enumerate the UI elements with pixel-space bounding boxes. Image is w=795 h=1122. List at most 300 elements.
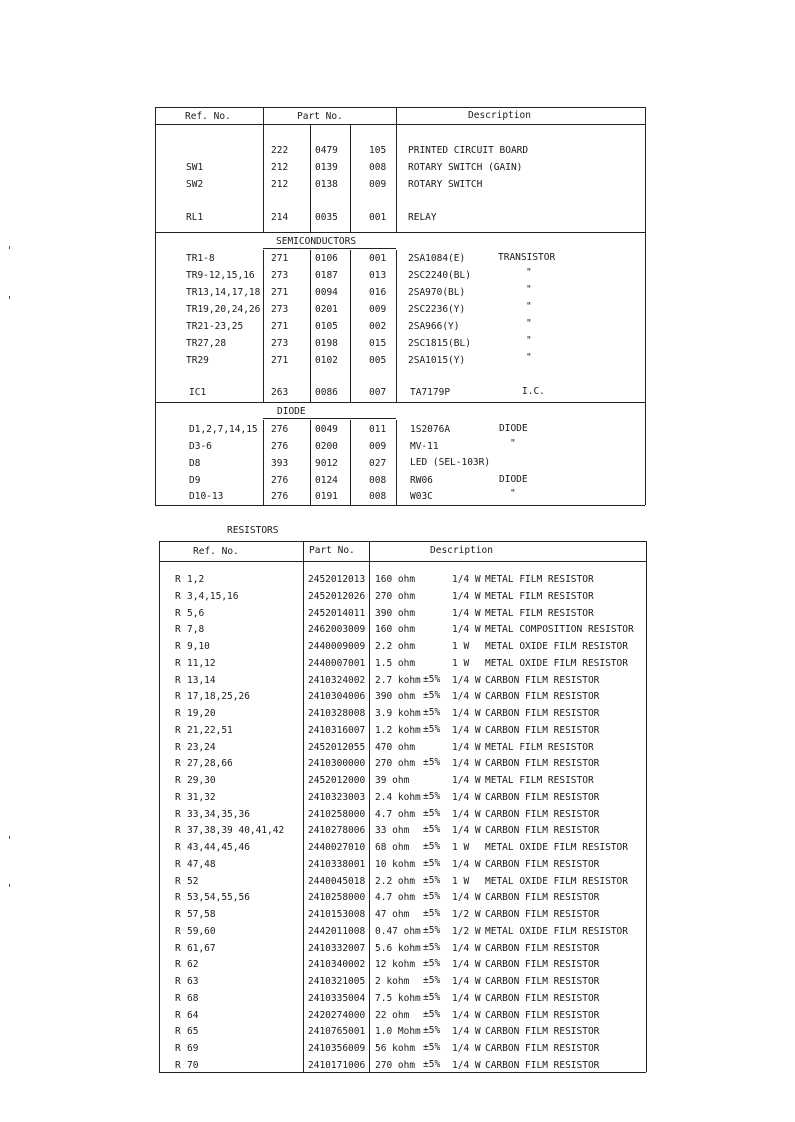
wattage: 1/4 W (452, 742, 481, 753)
ref-no: 7,8 (187, 624, 205, 635)
tolerance: ±5% (423, 958, 441, 969)
ref-no: 61,67 (187, 943, 216, 954)
ref-no: 19,20 (187, 708, 216, 719)
component-type: DIODE (499, 474, 528, 485)
ref-no: SW1 (186, 162, 204, 173)
tolerance: ±5% (423, 757, 441, 768)
wattage: 1/4 W (452, 775, 481, 786)
part-number: 0201 (315, 304, 338, 315)
tolerance: ±5% (423, 858, 441, 869)
ref-prefix: R (175, 591, 181, 602)
value: 7.5 kohm (375, 993, 421, 1004)
part-number: 0200 (315, 441, 338, 452)
description: 2SA1084(E) (408, 253, 466, 264)
resistor-type: METAL OXIDE FILM RESISTOR (485, 876, 628, 887)
part-suffix: 009 (369, 304, 387, 315)
section-title-diode: DIODE (277, 406, 306, 417)
description: 2SC1815(BL) (408, 338, 471, 349)
part-prefix: 214 (271, 212, 289, 223)
ref-prefix: R (175, 1060, 181, 1071)
description: 2SA970(BL) (408, 287, 466, 298)
ref-no: TR21-23,25 (186, 321, 244, 332)
part-number: 2452012013 (308, 574, 366, 585)
wattage: 1/4 W (452, 691, 481, 702)
value: 4.7 ohm (375, 809, 416, 820)
wattage: 1/4 W (452, 1010, 481, 1021)
part-number: 2410323003 (308, 792, 366, 803)
value: 5.6 kohm (375, 943, 421, 954)
tolerance: ±5% (423, 992, 441, 1003)
ref-no: SW2 (186, 179, 204, 190)
part-number: 2410335004 (308, 993, 366, 1004)
value: 390 ohm (375, 691, 416, 702)
value: 47 ohm (375, 909, 410, 920)
part-number: 2410171006 (308, 1060, 366, 1071)
value: 10 kohm (375, 859, 416, 870)
ref-no: 63 (187, 976, 199, 987)
tolerance: ±5% (423, 791, 441, 802)
part-number: 2410153008 (308, 909, 366, 920)
tolerance: ±5% (423, 1059, 441, 1070)
header-ref-no: Ref. No. (193, 546, 239, 557)
ref-no: 13,14 (187, 675, 216, 686)
description: ROTARY SWITCH (GAIN) (408, 162, 523, 173)
ref-prefix: R (175, 943, 181, 954)
ref-no: 53,54,55,56 (187, 892, 250, 903)
header-ref-no: Ref. No. (185, 111, 231, 122)
margin-mark (9, 246, 10, 249)
resistor-type: METAL OXIDE FILM RESISTOR (485, 658, 628, 669)
part-prefix: 273 (271, 338, 289, 349)
part-number: 2410278006 (308, 825, 366, 836)
ref-prefix: R (175, 675, 181, 686)
value: 270 ohm (375, 591, 416, 602)
part-number: 0086 (315, 387, 338, 398)
ref-prefix: R (175, 809, 181, 820)
ref-no: 59,60 (187, 926, 216, 937)
ref-no: 68 (187, 993, 199, 1004)
description: RELAY (408, 212, 437, 223)
tolerance: ±5% (423, 891, 441, 902)
part-number: 2410328008 (308, 708, 366, 719)
description: RW06 (410, 475, 433, 486)
part-prefix: 271 (271, 355, 289, 366)
wattage: 1 W (452, 842, 470, 853)
tolerance: ±5% (423, 841, 441, 852)
part-number: 2410356009 (308, 1043, 366, 1054)
value: 2 kohm (375, 976, 410, 987)
component-type: " (510, 488, 516, 499)
description: TA7179P (410, 387, 451, 398)
ref-no: 17,18,25,26 (187, 691, 250, 702)
value: 68 ohm (375, 842, 410, 853)
ref-no: 33,34,35,36 (187, 809, 250, 820)
ref-no: TR29 (186, 355, 209, 366)
value: 33 ohm (375, 825, 410, 836)
resistor-type: CARBON FILM RESISTOR (485, 691, 600, 702)
part-suffix: 008 (369, 491, 387, 502)
resistor-type: CARBON FILM RESISTOR (485, 993, 600, 1004)
ref-prefix: R (175, 842, 181, 853)
ref-no: 1,2 (187, 574, 205, 585)
value: 12 kohm (375, 959, 416, 970)
part-number: 0191 (315, 491, 338, 502)
tolerance: ±5% (423, 724, 441, 735)
resistor-type: CARBON FILM RESISTOR (485, 809, 600, 820)
part-suffix: 015 (369, 338, 387, 349)
wattage: 1/4 W (452, 708, 481, 719)
component-type: " (526, 335, 532, 346)
part-prefix: 212 (271, 162, 289, 173)
ref-no: RL1 (186, 212, 204, 223)
resistor-type: METAL FILM RESISTOR (485, 574, 594, 585)
wattage: 1/4 W (452, 792, 481, 803)
ref-prefix: R (175, 574, 181, 585)
part-number: 2440007001 (308, 658, 366, 669)
part-number: 2410765001 (308, 1026, 366, 1037)
part-number: 2452012000 (308, 775, 366, 786)
part-number: 2410300000 (308, 758, 366, 769)
wattage: 1/4 W (452, 959, 481, 970)
resistor-type: CARBON FILM RESISTOR (485, 1010, 600, 1021)
part-number: 0138 (315, 179, 338, 190)
component-type: " (526, 267, 532, 278)
resistor-type: CARBON FILM RESISTOR (485, 909, 600, 920)
wattage: 1/4 W (452, 591, 481, 602)
part-prefix: 273 (271, 270, 289, 281)
part-suffix: 002 (369, 321, 387, 332)
resistor-type: METAL OXIDE FILM RESISTOR (485, 842, 628, 853)
wattage: 1/4 W (452, 1060, 481, 1071)
value: 0.47 ohm (375, 926, 421, 937)
part-prefix: 276 (271, 475, 289, 486)
part-suffix: 105 (369, 145, 387, 156)
tolerance: ±5% (423, 1009, 441, 1020)
ref-prefix: R (175, 909, 181, 920)
part-suffix: 016 (369, 287, 387, 298)
ref-no: 69 (187, 1043, 199, 1054)
part-number: 2452014011 (308, 608, 366, 619)
part-suffix: 001 (369, 212, 387, 223)
value: 270 ohm (375, 1060, 416, 1071)
ref-no: 23,24 (187, 742, 216, 753)
part-number: 2410321005 (308, 976, 366, 987)
tolerance: ±5% (423, 1025, 441, 1036)
ref-prefix: R (175, 792, 181, 803)
margin-mark (9, 296, 10, 299)
ref-no: 52 (187, 876, 199, 887)
resistor-type: CARBON FILM RESISTOR (485, 675, 600, 686)
resistor-type: CARBON FILM RESISTOR (485, 959, 600, 970)
ref-no: 11,12 (187, 658, 216, 669)
ref-prefix: R (175, 859, 181, 870)
description: 2SC2236(Y) (408, 304, 466, 315)
part-number: 0105 (315, 321, 338, 332)
ref-no: D8 (189, 458, 201, 469)
ref-prefix: R (175, 775, 181, 786)
ref-prefix: R (175, 892, 181, 903)
wattage: 1/4 W (452, 809, 481, 820)
ref-prefix: R (175, 658, 181, 669)
component-type: I.C. (522, 386, 545, 397)
wattage: 1/4 W (452, 1043, 481, 1054)
wattage: 1/4 W (452, 892, 481, 903)
tolerance: ±5% (423, 975, 441, 986)
component-type: " (510, 438, 516, 449)
ref-no: TR27,28 (186, 338, 227, 349)
resistor-type: METAL FILM RESISTOR (485, 591, 594, 602)
margin-mark (9, 836, 10, 839)
part-suffix: 001 (369, 253, 387, 264)
part-number: 0124 (315, 475, 338, 486)
ref-no: 9,10 (187, 641, 210, 652)
wattage: 1 W (452, 658, 470, 669)
resistor-type: METAL OXIDE FILM RESISTOR (485, 926, 628, 937)
ref-prefix: R (175, 608, 181, 619)
ref-no: 57,58 (187, 909, 216, 920)
part-prefix: 273 (271, 304, 289, 315)
ref-no: 47,48 (187, 859, 216, 870)
ref-prefix: R (175, 624, 181, 635)
component-type: " (526, 284, 532, 295)
value: 1.5 ohm (375, 658, 416, 669)
ref-no: 27,28,66 (187, 758, 233, 769)
part-suffix: 007 (369, 387, 387, 398)
tolerance: ±5% (423, 1042, 441, 1053)
tolerance: ±5% (423, 824, 441, 835)
resistor-type: CARBON FILM RESISTOR (485, 976, 600, 987)
tolerance: ±5% (423, 908, 441, 919)
tolerance: ±5% (423, 808, 441, 819)
value: 160 ohm (375, 574, 416, 585)
part-number: 2440027010 (308, 842, 366, 853)
value: 2.7 kohm (375, 675, 421, 686)
header-part-no: Part No. (309, 545, 355, 556)
ref-no: 21,22,51 (187, 725, 233, 736)
wattage: 1/4 W (452, 993, 481, 1004)
ref-no: D3-6 (189, 441, 212, 452)
ref-prefix: R (175, 641, 181, 652)
component-type: " (526, 318, 532, 329)
ref-prefix: R (175, 708, 181, 719)
wattage: 1/4 W (452, 624, 481, 635)
part-number: 2410340002 (308, 959, 366, 970)
ref-no: TR1-8 (186, 253, 215, 264)
part-prefix: 276 (271, 441, 289, 452)
description: 2SA1015(Y) (408, 355, 466, 366)
part-number: 2452012055 (308, 742, 366, 753)
part-number: 2452012026 (308, 591, 366, 602)
resistor-type: CARBON FILM RESISTOR (485, 859, 600, 870)
part-prefix: 393 (271, 458, 289, 469)
part-suffix: 013 (369, 270, 387, 281)
ref-no: D1,2,7,14,15 (189, 424, 258, 435)
component-type: " (526, 352, 532, 363)
ref-prefix: R (175, 1026, 181, 1037)
wattage: 1/2 W (452, 909, 481, 920)
wattage: 1/2 W (452, 926, 481, 937)
part-number: 2410324002 (308, 675, 366, 686)
resistor-type: CARBON FILM RESISTOR (485, 725, 600, 736)
part-number: 0102 (315, 355, 338, 366)
ref-no: 64 (187, 1010, 199, 1021)
part-suffix: 005 (369, 355, 387, 366)
part-number: 9012 (315, 458, 338, 469)
description: ROTARY SWITCH (408, 179, 483, 190)
part-number: 2420274000 (308, 1010, 366, 1021)
part-prefix: 271 (271, 287, 289, 298)
tolerance: ±5% (423, 925, 441, 936)
part-number: 2410338001 (308, 859, 366, 870)
resistor-type: CARBON FILM RESISTOR (485, 943, 600, 954)
resistor-type: METAL OXIDE FILM RESISTOR (485, 641, 628, 652)
value: 160 ohm (375, 624, 416, 635)
ref-prefix: R (175, 725, 181, 736)
value: 1.0 Mohm (375, 1026, 421, 1037)
part-number: 2440045018 (308, 876, 366, 887)
resistor-type: CARBON FILM RESISTOR (485, 792, 600, 803)
description: 1S2076A (410, 424, 451, 435)
ref-prefix: R (175, 959, 181, 970)
ref-no: 37,38,39 40,41,42 (187, 825, 285, 836)
part-number: 2410258000 (308, 892, 366, 903)
value: 56 kohm (375, 1043, 416, 1054)
wattage: 1/4 W (452, 1026, 481, 1037)
ref-no: 31,32 (187, 792, 216, 803)
value: 1.2 kohm (375, 725, 421, 736)
ref-no: IC1 (189, 387, 207, 398)
part-number: 0198 (315, 338, 338, 349)
part-suffix: 008 (369, 475, 387, 486)
resistor-type: CARBON FILM RESISTOR (485, 708, 600, 719)
wattage: 1/4 W (452, 825, 481, 836)
resistor-type: METAL FILM RESISTOR (485, 608, 594, 619)
resistor-type: METAL COMPOSITION RESISTOR (485, 624, 634, 635)
resistors-title: RESISTORS (227, 525, 279, 536)
ref-no: 29,30 (187, 775, 216, 786)
tolerance: ±5% (423, 674, 441, 685)
part-number: 0094 (315, 287, 338, 298)
ref-prefix: R (175, 993, 181, 1004)
ref-prefix: R (175, 1043, 181, 1054)
tolerance: ±5% (423, 707, 441, 718)
ref-prefix: R (175, 926, 181, 937)
ref-prefix: R (175, 1010, 181, 1021)
wattage: 1/4 W (452, 725, 481, 736)
wattage: 1/4 W (452, 758, 481, 769)
wattage: 1 W (452, 641, 470, 652)
tolerance: ±5% (423, 942, 441, 953)
resistor-type: CARBON FILM RESISTOR (485, 758, 600, 769)
tolerance: ±5% (423, 875, 441, 886)
part-suffix: 009 (369, 179, 387, 190)
part-number: 0479 (315, 145, 338, 156)
value: 470 ohm (375, 742, 416, 753)
wattage: 1 W (452, 876, 470, 887)
ref-no: 5,6 (187, 608, 205, 619)
part-suffix: 011 (369, 424, 387, 435)
part-number: 2410332007 (308, 943, 366, 954)
ref-no: 3,4,15,16 (187, 591, 239, 602)
description: 2SC2240(BL) (408, 270, 471, 281)
part-number: 0049 (315, 424, 338, 435)
header-description: Description (468, 110, 531, 121)
ref-prefix: R (175, 742, 181, 753)
part-prefix: 276 (271, 424, 289, 435)
ref-no: 62 (187, 959, 199, 970)
part-number: 0187 (315, 270, 338, 281)
description: W03C (410, 491, 433, 502)
description: LED (SEL-103R) (410, 457, 491, 468)
resistor-type: METAL FILM RESISTOR (485, 775, 594, 786)
value: 2.4 kohm (375, 792, 421, 803)
ref-prefix: R (175, 758, 181, 769)
resistor-type: CARBON FILM RESISTOR (485, 892, 600, 903)
wattage: 1/4 W (452, 859, 481, 870)
part-prefix: 271 (271, 321, 289, 332)
wattage: 1/4 W (452, 574, 481, 585)
ref-no: 43,44,45,46 (187, 842, 250, 853)
value: 2.2 ohm (375, 641, 416, 652)
ref-prefix: R (175, 691, 181, 702)
resistor-type: CARBON FILM RESISTOR (485, 1060, 600, 1071)
header-description: Description (430, 545, 493, 556)
value: 270 ohm (375, 758, 416, 769)
part-number: 2410316007 (308, 725, 366, 736)
ref-no: D10-13 (189, 491, 224, 502)
resistor-type: CARBON FILM RESISTOR (485, 825, 600, 836)
description: MV-11 (410, 441, 439, 452)
value: 22 ohm (375, 1010, 410, 1021)
description: 2SA966(Y) (408, 321, 460, 332)
part-number: 2462003009 (308, 624, 366, 635)
margin-mark (9, 884, 10, 887)
resistor-type: METAL FILM RESISTOR (485, 742, 594, 753)
ref-no: TR19,20,24,26 (186, 304, 261, 315)
part-number: 2440009009 (308, 641, 366, 652)
wattage: 1/4 W (452, 675, 481, 686)
ref-no: 70 (187, 1060, 199, 1071)
resistor-type: CARBON FILM RESISTOR (485, 1026, 600, 1037)
ref-no: TR13,14,17,18 (186, 287, 261, 298)
ref-no: 65 (187, 1026, 199, 1037)
part-prefix: 263 (271, 387, 289, 398)
component-type: " (526, 301, 532, 312)
ref-prefix: R (175, 976, 181, 987)
ref-prefix: R (175, 825, 181, 836)
part-number: 2410304006 (308, 691, 366, 702)
value: 39 ohm (375, 775, 410, 786)
description: PRINTED CIRCUIT BOARD (408, 145, 529, 156)
value: 3.9 kohm (375, 708, 421, 719)
part-number: 0139 (315, 162, 338, 173)
wattage: 1/4 W (452, 943, 481, 954)
part-prefix: 222 (271, 145, 289, 156)
part-prefix: 212 (271, 179, 289, 190)
part-number: 2410258000 (308, 809, 366, 820)
component-type: TRANSISTOR (498, 252, 556, 263)
value: 2.2 ohm (375, 876, 416, 887)
part-number: 0035 (315, 212, 338, 223)
part-number: 2442011008 (308, 926, 366, 937)
ref-prefix: R (175, 876, 181, 887)
value: 390 ohm (375, 608, 416, 619)
component-type: DIODE (499, 423, 528, 434)
part-number: 0106 (315, 253, 338, 264)
ref-no: D9 (189, 475, 201, 486)
wattage: 1/4 W (452, 608, 481, 619)
header-part-no: Part No. (297, 111, 343, 122)
